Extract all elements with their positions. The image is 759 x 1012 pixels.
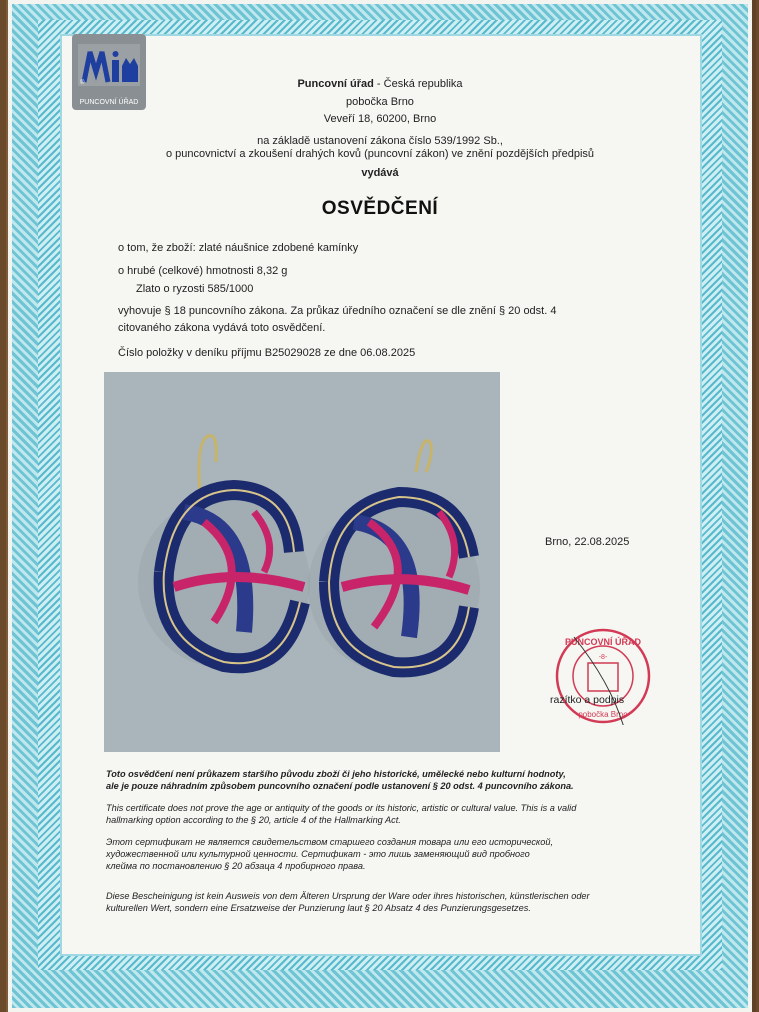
purity-line: Zlato o ryzosti 585/1000 (136, 283, 254, 295)
address-line: Veveří 18, 60200, Brno (323, 113, 437, 125)
disclaimer-ru-2: художественной или культурной ценности. Сертификат - это лишь заменяющий вид пробного (106, 849, 530, 859)
assay-office-logo (72, 34, 146, 110)
compliance-line-2: citovaného zákona vydává toto osvědčení. (118, 322, 326, 334)
logo-emblem-icon (76, 38, 142, 90)
disclaimer-en-2: hallmarking option according to the § 20, article 4 of the Hallmarking Act. (106, 815, 401, 825)
office-suffix: - Česká republika (373, 78, 463, 90)
disclaimer-cz-1: Toto osvědčení není průkazem staršího původu zboží či jeho historické, umělecké nebo kulturní hodnoty, (106, 769, 566, 779)
goods-description: o tom, že zboží: zlaté náušnice zdobené kamínky (118, 242, 359, 254)
branch-line: pobočka Brno (346, 96, 414, 108)
earrings-photo (104, 372, 500, 752)
disclaimer-de-1: Diese Bescheinigung ist kein Ausweis von dem Älteren Ursprung der Ware oder ihres historischen, künstlerischen oder (106, 891, 590, 901)
issues-line: vydává (361, 167, 399, 179)
registered-mark: ® (80, 80, 85, 86)
item-number-line: Číslo položky v deníku příjmu B25029028 ze dne 06.08.2025 (118, 347, 416, 359)
stamp-bottom-text: pobočka Brno (578, 710, 628, 719)
stamp-middle-text: -8- (598, 654, 608, 661)
disclaimer-ru-3: клейма по постановлению § 20 абзаца 4 пробирного права. (106, 861, 366, 871)
place-date: Brno, 22.08.2025 (545, 536, 630, 548)
disclaimer-de-2: kulturellen Wert, sondern eine Ersatzweise der Punzierung laut § 20 Absatz 4 des Punzierungsgesetzes. (106, 903, 531, 913)
office-line (180, 78, 580, 90)
stamp-signature-label: razítko a podpis (550, 694, 625, 706)
certificate-title: OSVĚDČENÍ (321, 198, 439, 219)
law-line-2: o puncovnictví a zkoušení drahých kovů (puncovní zákon) ve znění pozdějších předpisů (165, 148, 595, 160)
office-name: Puncovní úřad (297, 78, 374, 90)
law-line-1: na základě ustanovení zákona číslo 539/1992 Sb., (257, 135, 503, 147)
weight-line: o hrubé (celkové) hmotnosti 8,32 g (118, 265, 288, 277)
compliance-line-1: vyhovuje § 18 puncovního zákona. Za průkaz úředního označení se dle znění § 20 odst. 4 (118, 305, 557, 317)
official-stamp-icon (554, 627, 652, 725)
stamp-top-text: PUNCOVNÍ ÚŘAD (564, 637, 642, 647)
disclaimer-ru-1: Этот сертификат не является свидетельством старшего создания товара или его исторической, (106, 837, 554, 847)
disclaimer-en-1: This certificate does not prove the age or antiquity of the goods or its historic, artistic or cultural value. This is a valid (106, 803, 577, 813)
logo-caption: PUNCOVNÍ ÚŘAD (79, 99, 139, 106)
disclaimer-cz-2: ale je pouze náhradním způsobem puncovního označení podle ustanovení § 20 odst. 4 puncovního zákona. (106, 781, 574, 791)
